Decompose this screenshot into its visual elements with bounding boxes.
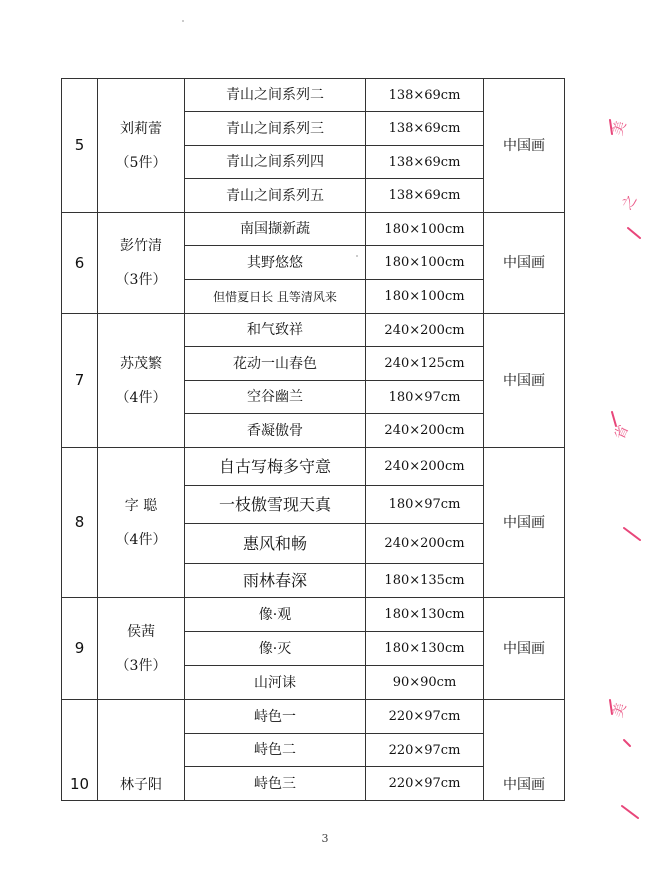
table-row: [62, 79, 565, 112]
seal-glyph: 美: [610, 119, 630, 138]
artwork-table: [61, 78, 565, 801]
seal-strokes: [610, 120, 640, 818]
entry-number: 6: [62, 213, 98, 314]
work-size: 180×130cm: [366, 632, 484, 666]
work-title: 一枝傲雪现天真: [185, 486, 366, 524]
work-title: 像·观: [185, 598, 366, 632]
entry-number: 5: [62, 79, 98, 213]
work-title: 像·灭: [185, 632, 366, 666]
work-size: 220×97cm: [366, 767, 484, 801]
scan-speck: [356, 255, 358, 257]
work-size: 180×100cm: [366, 280, 484, 314]
work-size: 240×200cm: [366, 448, 484, 486]
artist-cell: [98, 79, 185, 213]
work-title: 峙色二: [185, 734, 366, 767]
category: 中国画: [484, 700, 565, 801]
entry-number: 9: [62, 598, 98, 700]
work-title: 惠风和畅: [185, 524, 366, 564]
work-size: 240×200cm: [366, 314, 484, 347]
work-size: 138×69cm: [366, 112, 484, 146]
work-title: 青山之间系列二: [185, 79, 366, 112]
work-title: 和气致祥: [185, 314, 366, 347]
artist-name: 林子阳: [120, 777, 162, 793]
work-size: 180×100cm: [366, 246, 484, 280]
seal-glyph: 省: [611, 422, 633, 443]
seal-stroke: [622, 806, 638, 818]
table-row: [62, 448, 565, 486]
work-count: （4件）: [115, 389, 167, 406]
work-title: 山河诔: [185, 666, 366, 700]
artist-cell: [98, 213, 185, 314]
page-number: 3: [321, 832, 329, 845]
work-size: 180×135cm: [366, 564, 484, 598]
entry-number: 10: [62, 700, 98, 801]
work-size: 180×130cm: [366, 598, 484, 632]
artist-cell: [98, 448, 185, 598]
work-title: 青山之间系列五: [185, 179, 366, 213]
seal-glyph: 之: [619, 192, 641, 213]
work-title: 青山之间系列三: [185, 112, 366, 146]
seal-stroke: [624, 740, 630, 746]
category: 中国画: [484, 79, 565, 213]
artist-name: 侯茜: [127, 623, 155, 640]
artist-name: 苏茂繁: [120, 355, 162, 372]
table-row: [62, 213, 565, 246]
seal-arc-strokes: [600, 100, 648, 840]
work-size: 138×69cm: [366, 79, 484, 112]
work-count: （3件）: [115, 272, 167, 288]
seal-stroke: [610, 700, 612, 714]
work-size: 240×200cm: [366, 524, 484, 564]
category: 中国画: [484, 448, 565, 598]
work-title: 花动一山春色: [185, 347, 366, 381]
seal-stroke: [610, 120, 612, 134]
work-count: （4件）: [115, 531, 167, 548]
artist-cell: [98, 700, 185, 801]
work-size: 240×200cm: [366, 414, 484, 448]
work-size: 240×125cm: [366, 347, 484, 381]
artist-name: 彭竹清: [120, 238, 162, 254]
seal-glyph: 美: [610, 701, 630, 720]
work-count: （3件）: [115, 657, 167, 674]
entry-number: 7: [62, 314, 98, 448]
work-title: 自古写梅多守意: [185, 448, 366, 486]
work-title: 峙色一: [185, 700, 366, 734]
work-title: 空谷幽兰: [185, 381, 366, 414]
table-row: [62, 700, 565, 734]
work-title: 南国撷新蔬: [185, 213, 366, 246]
work-size: 220×97cm: [366, 734, 484, 767]
scan-speck: [182, 20, 184, 22]
work-size: 90×90cm: [366, 666, 484, 700]
work-title: 雨林春深: [185, 564, 366, 598]
seal-stroke: [628, 228, 640, 238]
work-title: 其野悠悠: [185, 246, 366, 280]
work-size: 220×97cm: [366, 700, 484, 734]
artist-name: 字 聪: [124, 497, 158, 514]
artist-cell: [98, 598, 185, 700]
work-size: 180×100cm: [366, 213, 484, 246]
seal-stroke: [624, 528, 640, 540]
table-row: [62, 314, 565, 347]
work-title: 青山之间系列四: [185, 146, 366, 179]
work-size: 180×97cm: [366, 381, 484, 414]
artist-cell: [98, 314, 185, 448]
category: 中国画: [484, 314, 565, 448]
category: 中国画: [484, 213, 565, 314]
work-title: 峙色三: [185, 767, 366, 801]
work-count: （5件）: [115, 154, 167, 171]
entry-number: 8: [62, 448, 98, 598]
work-size: 180×97cm: [366, 486, 484, 524]
work-size: 138×69cm: [366, 146, 484, 179]
category: 中国画: [484, 598, 565, 700]
table-row: [62, 598, 565, 632]
work-title: 但惜夏日长 且等清风来: [185, 280, 366, 314]
work-size: 138×69cm: [366, 179, 484, 213]
seal-stroke: [612, 412, 616, 426]
work-title: 香凝傲骨: [185, 414, 366, 448]
artist-name: 刘莉蕾: [120, 120, 162, 137]
